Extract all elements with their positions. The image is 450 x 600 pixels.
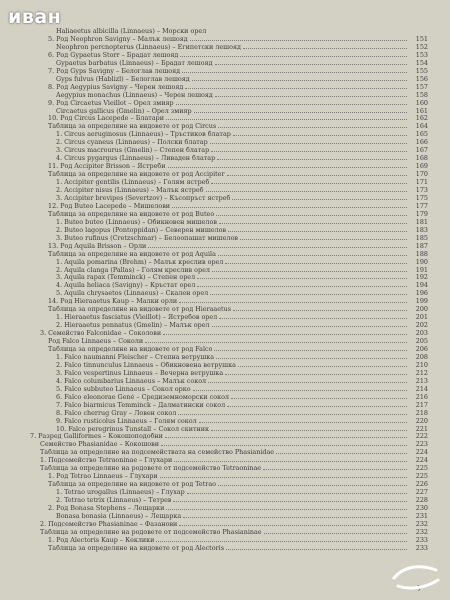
toc-entry-text: 6. Falco eleonorae Gené – Средиземноморски сокол	[56, 393, 229, 401]
toc-entry-page: 220	[415, 417, 428, 425]
dot-leader	[166, 508, 407, 510]
toc-entry-page: 233	[415, 544, 428, 552]
dot-leader	[183, 516, 407, 518]
toc-entry	[30, 251, 428, 258]
dot-leader	[218, 126, 407, 128]
toc-entry	[30, 171, 428, 178]
toc-entry-page: 222	[415, 433, 428, 441]
toc-entry-page: 157	[415, 83, 428, 91]
toc-entry-text: Семейство Phasianidae – Кокошови	[40, 441, 160, 449]
dot-leader	[227, 405, 407, 407]
toc-entry	[30, 274, 428, 281]
toc-entry	[30, 235, 428, 242]
toc-entry-page: 179	[415, 210, 428, 218]
toc-entry	[30, 219, 428, 226]
toc-entry-page: 181	[415, 218, 428, 226]
toc-entry	[30, 227, 428, 234]
toc-entry-page: 169	[415, 163, 428, 171]
toc-entry-text: Таблица за определяне на подсемействата на семейство Phasianidae	[40, 449, 275, 457]
toc-entry-page: 218	[415, 409, 428, 417]
dot-leader	[148, 246, 407, 248]
dot-leader	[210, 142, 407, 144]
toc-entry-page: 225	[415, 465, 428, 473]
toc-entry-text: Gyps fulvus (Hablizl) – Белоглав лешояд	[56, 75, 190, 83]
toc-entry-page: 216	[415, 393, 428, 401]
toc-entry	[30, 179, 428, 186]
toc-entry	[30, 545, 428, 552]
dot-leader	[193, 389, 407, 391]
toc-entry-text: Neophron percnopterus (Linnaeus) – Египетски лешояд	[56, 43, 241, 51]
toc-entry-text: 2. Circus cyaneus (Linnaeus) – Полски блатар	[56, 139, 208, 147]
toc-entry-page: 210	[415, 361, 428, 369]
toc-entry	[30, 290, 428, 297]
toc-entry	[30, 108, 428, 115]
dot-leader	[166, 118, 407, 120]
toc-entry-page: 175	[415, 194, 428, 202]
toc-entry-text: 3. Accipiter brevipes (Severtzov) – Късопръст ястреб	[56, 194, 231, 202]
dot-leader	[160, 476, 407, 478]
toc-entry	[30, 330, 428, 337]
toc-entry	[30, 147, 428, 154]
dot-leader	[215, 63, 407, 65]
dot-leader	[240, 238, 407, 240]
toc-entry	[30, 362, 428, 369]
toc-entry-page: 164	[415, 123, 428, 131]
dot-leader	[180, 55, 407, 57]
toc-entry	[30, 259, 428, 266]
toc-entry	[30, 115, 428, 122]
dot-leader	[211, 182, 407, 184]
dot-leader	[216, 357, 407, 359]
toc-entry-text: 9. Falco rusticolus Linnaeus – Голям сокол	[56, 417, 197, 425]
dot-leader	[194, 111, 407, 113]
toc-entry	[30, 529, 428, 536]
dot-leader	[179, 524, 407, 526]
toc-entry-page: 191	[415, 266, 428, 274]
toc-entry-text: 5. Род Neophron Savigny – Малък лешояд	[48, 35, 188, 43]
toc-entry-page: 165	[415, 131, 428, 139]
toc-entry-text: Таблица за определяне на видовете от род Tetrao	[48, 481, 216, 489]
toc-entry-text: 14. Род Hieraaetus Kaup – Малки орли	[48, 298, 178, 306]
toc-entry	[30, 84, 428, 91]
dot-leader	[199, 421, 407, 423]
toc-entry-page: 221	[415, 425, 428, 433]
dot-leader	[212, 325, 407, 327]
toc-entry-text: 4. Aquila heliaca (Savigny) – Кръстат орел	[56, 282, 196, 290]
toc-entry	[30, 497, 428, 504]
toc-entry-text: Таблица за определяне на видовете от род Circus	[48, 123, 217, 131]
dot-leader	[225, 373, 407, 375]
toc-entry	[30, 52, 428, 59]
toc-entry-text: Таблица за определяне на видовете от род Accipiter	[48, 171, 225, 179]
toc-entry-text: 8. Род Aegypius Savigny – Черен лешояд	[48, 83, 184, 91]
dot-leader	[168, 166, 407, 168]
toc-entry-page: 224	[415, 449, 428, 457]
toc-entry	[30, 68, 428, 75]
toc-entry-page: 213	[415, 377, 428, 385]
toc-entry-text: Таблица за определяне на родовете от подсемейство Tetraoninae	[40, 465, 262, 473]
toc-entry-page: 230	[415, 505, 428, 512]
toc-entry	[30, 298, 428, 305]
toc-entry	[30, 28, 428, 35]
toc-entry-page: 217	[415, 401, 428, 409]
toc-entry	[30, 402, 428, 409]
toc-entry-page: 154	[415, 59, 428, 67]
toc-entry	[30, 457, 428, 464]
toc-entry-page: 203	[415, 330, 428, 338]
toc-entry-page: 190	[415, 258, 428, 266]
toc-entry-page: 188	[415, 250, 428, 258]
toc-entry	[30, 123, 428, 130]
dot-leader	[231, 397, 407, 399]
toc-entry	[30, 426, 428, 433]
dot-leader	[218, 484, 407, 486]
toc-entry	[30, 441, 428, 448]
toc-entry-page: 212	[415, 369, 428, 377]
toc-entry-text: 1. Circus aeruginosus (Linnaeus) – Тръстиков блатар	[56, 131, 231, 139]
toc-entry-text: 9. Род Circaetus Vieillot – Орел змияр	[48, 99, 174, 107]
toc-entry-text: Таблица за определяне на видовете от род Buteo	[48, 210, 215, 218]
toc-entry-text: Род Falco Linnaeus – Соколи	[48, 338, 144, 346]
toc-entry-page: 223	[415, 441, 428, 449]
toc-entry-page: 231	[415, 512, 428, 520]
toc-entry-page: 200	[415, 306, 428, 314]
toc-entry-page: 214	[415, 385, 428, 393]
toc-entry-text: 5. Falco subbuteo Linnaeus – Сокол орко	[56, 385, 191, 393]
toc-entry-page: 152	[415, 43, 428, 51]
toc-entry-page: 201	[415, 314, 428, 322]
toc-entry	[30, 378, 428, 385]
toc-entry	[30, 243, 428, 250]
toc-entry	[30, 195, 428, 202]
toc-entry	[30, 489, 428, 496]
toc-entry	[30, 267, 428, 274]
toc-entry-text: 2. Falco tinnunculus Linnaeus – Обикновена ветрушка	[56, 361, 236, 369]
toc-entry	[30, 449, 428, 456]
toc-entry-text: Gypaetus barbatus (Linnaeus) – Брадат лешояд	[56, 59, 213, 67]
dot-leader	[176, 103, 407, 105]
dot-leader	[182, 71, 407, 73]
toc-entry	[30, 44, 428, 51]
dot-leader	[227, 174, 407, 176]
toc-entry	[30, 155, 428, 162]
toc-entry	[30, 465, 428, 472]
toc-entry-text: 1. Accipiter gentilis (Linnaeus) – Голям ястреб	[56, 179, 210, 187]
dot-leader	[192, 79, 407, 81]
dot-leader	[165, 436, 407, 438]
toc-entry-text: 2. Hieraaetus pennatus (Gmelin) – Малък орел	[56, 322, 210, 330]
dot-leader	[178, 413, 407, 415]
toc-entry	[30, 163, 428, 170]
dot-leader	[216, 214, 407, 216]
toc-entry	[30, 338, 428, 345]
page-number: 7	[417, 585, 422, 593]
dot-leader	[233, 134, 407, 136]
toc-entry-text: 4. Circus pygargus (Linnaeus) – Ливаден блатар	[56, 155, 216, 163]
toc-entry	[30, 282, 428, 289]
toc-entry-text: 6. Род Gypaetus Storr – Брадат лешояд	[48, 51, 179, 59]
toc-entry	[30, 76, 428, 83]
toc-entry-page: 194	[415, 282, 428, 290]
toc-entry-page: 160	[415, 99, 428, 107]
toc-entry-text: 2. Aquila clanga (Pallas) – Голям креслив орел	[56, 266, 210, 274]
toc-entry	[30, 100, 428, 107]
toc-entry-text: 7. Falco biarmicus Temminck – Далматински сокол	[56, 401, 226, 409]
toc-entry-text: 5. Aquila chrysaetos (Linnaeus) – Скален орел	[56, 290, 209, 298]
toc-entry	[30, 92, 428, 99]
toc-entry-text: 1. Falco naumanni Fleischer – Степна ветрушка	[56, 353, 215, 361]
dot-leader	[226, 548, 407, 550]
toc-entry-text: 2. Buteo lagopus (Pontoppidan) – Северен мишелов	[56, 226, 227, 234]
toc-entry-text: 1. Aquila pomarina (Brehm) – Малък креслив орел	[56, 258, 224, 266]
dot-leader	[197, 277, 407, 279]
toc-entry	[30, 314, 428, 321]
dot-leader	[233, 309, 407, 311]
toc-entry-page: 233	[415, 536, 428, 544]
toc-entry-page: 185	[415, 234, 428, 242]
dot-leader	[211, 429, 407, 431]
toc-entry-page: 208	[415, 353, 428, 361]
toc-entry-page: 183	[415, 226, 428, 234]
dot-leader	[173, 500, 407, 502]
toc-entry-text: Таблица за определяне на видовете от род Aquila	[48, 250, 216, 258]
toc-entry-page: 155	[415, 67, 428, 75]
toc-entry-page: 232	[415, 520, 428, 528]
toc-entry-page: 232	[415, 528, 428, 536]
toc-entry-page: 162	[415, 115, 428, 123]
dot-leader	[161, 444, 407, 446]
toc-entry-page: 171	[415, 179, 428, 187]
toc-entry-text: 8. Falco cherrug Gray – Ловен сокол	[56, 409, 177, 417]
toc-entry-page: 168	[415, 155, 428, 163]
toc-entry	[30, 505, 428, 512]
toc-entry-text: 3. Aquila rapax (Temminck) – Степен орел	[56, 274, 196, 282]
dot-leader	[228, 230, 407, 232]
toc-entry-text: 10. Falco peregrinus Tunstall – Сокол скитник	[56, 425, 209, 433]
toc-entry-page: 170	[415, 171, 428, 179]
toc-entry-page: 205	[415, 338, 428, 346]
toc-entry-text: 3. Circus macrourus (Gmelin) – Степен блатар	[56, 147, 210, 155]
toc-entry-text: 12. Род Buteo Lacepede – Мишелови	[48, 202, 171, 210]
toc-entry	[30, 410, 428, 417]
toc-entry-text: 2. Tetrao tetrix (Linnaeus) – Тетрев	[56, 497, 172, 505]
dot-leader	[215, 95, 407, 97]
toc-entry-page: 199	[415, 298, 428, 306]
toc-entry	[30, 211, 428, 218]
toc-entry-page: 151	[415, 35, 428, 43]
toc-entry-page: 173	[415, 187, 428, 194]
toc-entry-page: 224	[415, 457, 428, 465]
toc-entry	[30, 370, 428, 377]
dot-leader	[187, 492, 407, 494]
toc-entry-text: 11. Род Accipiter Brisson – Ястреби	[48, 163, 166, 171]
toc-entry	[30, 513, 428, 520]
dot-leader	[219, 317, 407, 319]
dot-leader	[263, 468, 407, 470]
toc-entry	[30, 60, 428, 67]
toc-entry-text: 2. Подсемейство Phasianinae – Фазанови	[40, 520, 178, 528]
toc-entry	[30, 481, 428, 488]
toc-entry-text: Таблица за определяне на видовете от род Hieraaetus	[48, 306, 231, 314]
toc-entry-page: 153	[415, 51, 428, 59]
toc-entry	[30, 473, 428, 480]
toc-entry-page: 206	[415, 346, 428, 353]
toc-entry-page: 187	[415, 242, 428, 250]
bazar-logo-icon	[390, 560, 442, 594]
toc-entry-page: 228	[415, 497, 428, 505]
dot-leader	[214, 349, 407, 351]
toc-entry-page: 156	[415, 75, 428, 83]
toc-entry-text: Haliaeetus albicilla (Linnaeus) – Морски орел	[56, 28, 207, 35]
toc-entry	[30, 322, 428, 329]
toc-entry-text: 7. Род Gyps Savigny – Белоглав лешояд	[48, 67, 181, 75]
toc-entry-text: 2. Род Bonasa Stephens – Лещарки	[48, 505, 165, 512]
dot-leader	[219, 222, 407, 224]
toc-entry	[30, 139, 428, 146]
toc-entry-text: 3. Семейство Falconidae – Соколови	[40, 330, 162, 338]
toc-entry-text: 10. Род Circus Lacepede – Блатари	[48, 115, 164, 123]
dot-leader	[211, 150, 407, 152]
dot-leader	[179, 301, 407, 303]
toc-entry-text: Таблица за определяне на видовете от род Alectoris	[48, 544, 224, 552]
toc-entry-text: Circaetus gallicus (Gmelin) – Орел змияр	[56, 107, 192, 115]
dot-leader	[174, 460, 407, 462]
dot-leader	[243, 47, 407, 49]
toc-entry	[30, 354, 428, 361]
dot-leader	[232, 198, 407, 200]
toc-entry	[30, 187, 428, 194]
toc-entry	[30, 418, 428, 425]
toc-entry-page: 161	[415, 107, 428, 115]
toc-entry-text: 3. Buteo rufinus (Cretzschmar) – Белоопашат мишелов	[56, 234, 239, 242]
toc-entry-text: Aegypius monachus (Linnaeus) – Черен лешояд	[56, 91, 213, 99]
toc-entry-page: 166	[415, 139, 428, 147]
toc-entry	[30, 386, 428, 393]
toc-entry-text: 7. Разред Galliformes – Кокошоподобни	[30, 433, 163, 441]
dot-leader	[210, 293, 407, 295]
toc-entry-page: 192	[415, 274, 428, 282]
toc-entry-text: 13. Род Aquila Brisson – Орли	[48, 242, 147, 250]
toc-entry-page: 227	[415, 489, 428, 497]
toc-entry-text: 2. Accipiter nisus (Linnaeus) – Малък ястреб	[56, 187, 204, 194]
toc-entry-text: 1. Подсемейство Tetraoninae – Глухари	[40, 457, 173, 465]
dot-leader	[163, 333, 407, 335]
toc-entry-page: 167	[415, 147, 428, 155]
dot-leader	[190, 39, 407, 41]
dot-leader	[218, 254, 407, 256]
toc-entry-page: 226	[415, 481, 428, 489]
toc-entry	[30, 203, 428, 210]
toc-entry-text: 4. Falco columbarius Linnaeus – Малък сокол	[56, 377, 207, 385]
toc-entry-page: 177	[415, 202, 428, 210]
dot-leader	[172, 206, 407, 208]
watermark-logo: иван	[8, 6, 62, 28]
dot-leader	[145, 341, 407, 343]
dot-leader	[238, 365, 407, 367]
dot-leader	[208, 381, 407, 383]
toc-entry-text: 3. Falco vespertinus Linnaeus – Вечерна ветрушка	[56, 369, 224, 377]
toc-entry-text: Таблица за определяне на видовете от род Falco	[48, 346, 213, 353]
toc-entry-page: 202	[415, 322, 428, 330]
toc-entry	[30, 131, 428, 138]
toc-entry	[30, 346, 428, 353]
dot-leader	[156, 540, 407, 542]
toc-entry	[30, 394, 428, 401]
dot-leader	[206, 190, 407, 192]
dot-leader	[197, 285, 407, 287]
toc-entry-text: 1. Buteo buteo (Linnaeus) – Обикновен мишелов	[56, 218, 217, 226]
toc-entry-text: 1. Hieraaetus fasciatus (Vieillot) – Ястребов орел	[56, 314, 218, 322]
toc-entry-page: 225	[415, 473, 428, 481]
toc-entry	[30, 521, 428, 528]
dot-leader	[217, 158, 407, 160]
toc-entry-text: 1. Род Alectoris Kaup – Кеклики	[48, 536, 155, 544]
dot-leader	[264, 532, 407, 534]
toc-entry-text: Таблица за определяне на родовете от подсемейство Phasianinae	[40, 528, 262, 536]
dot-leader	[276, 452, 407, 454]
toc-entry	[30, 537, 428, 544]
toc-entry	[30, 36, 428, 43]
dot-leader	[185, 87, 407, 89]
toc-entry-page: 196	[415, 290, 428, 298]
toc-entry	[30, 306, 428, 313]
toc-entry-text: 1. Tetrao urogallus (Linnaeus) – Глухар	[56, 489, 185, 497]
toc-entry	[30, 433, 428, 440]
toc-entry-text: 1. Род Tetrao Linnaeus – Глухари	[48, 473, 158, 481]
dot-leader	[212, 270, 407, 272]
toc-entry-page: 158	[415, 91, 428, 99]
toc-entry-text: Bonasa bonasia (Linnaeus) – Лещарка	[56, 512, 182, 520]
dot-leader	[225, 262, 407, 264]
